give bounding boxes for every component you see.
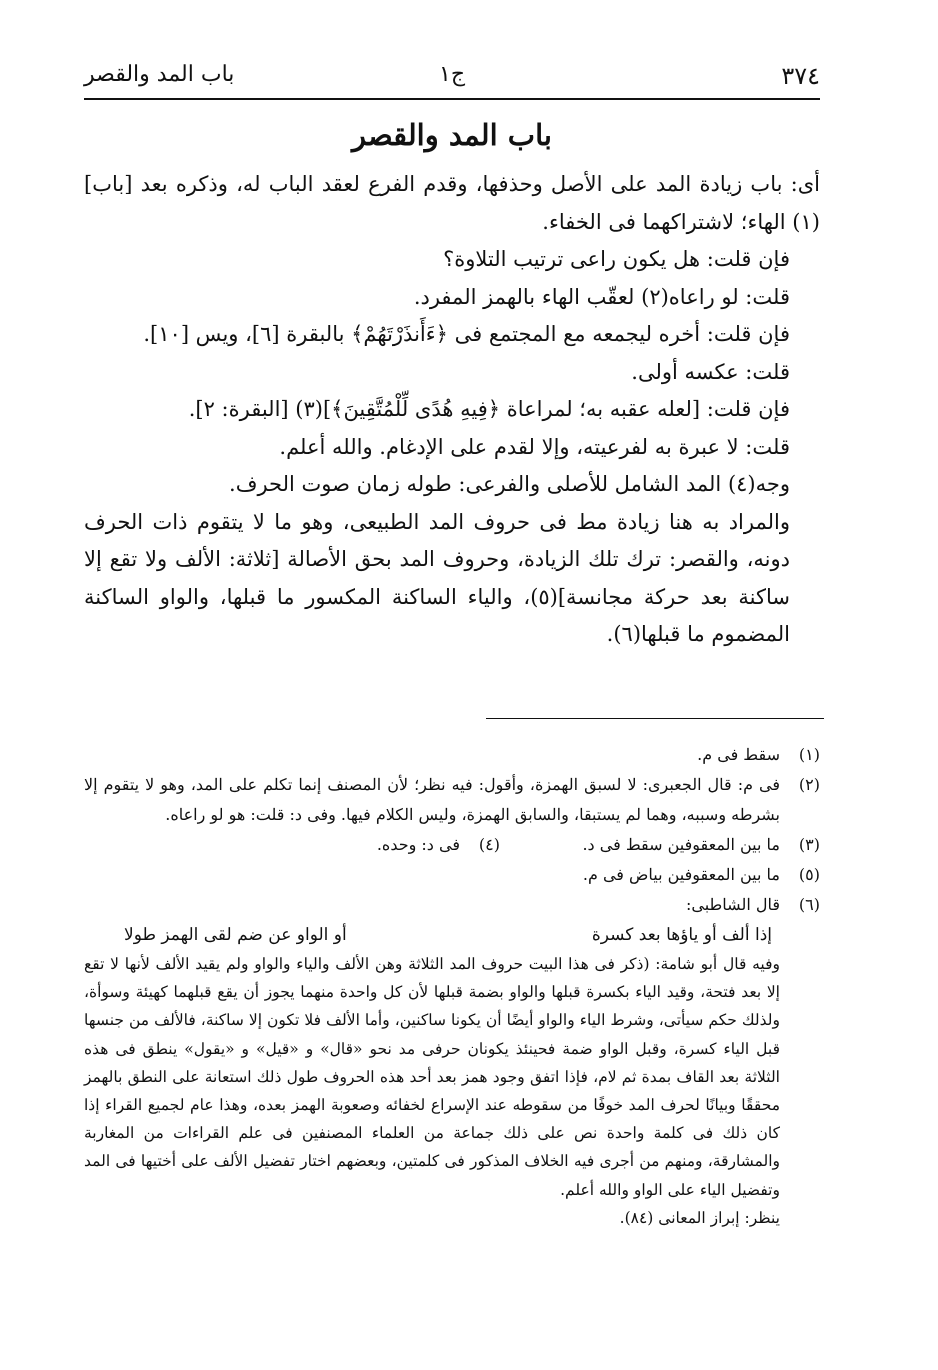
footnote-text: فى د: وحده. (376, 835, 460, 854)
main-text (84, 166, 820, 654)
running-title: باب المد والقصر (84, 62, 235, 87)
footnote-text: ما بين المعقوفين سقط فى د. (582, 835, 780, 854)
paragraph: قلت: عكسه أولى. (631, 359, 790, 384)
footnote-commentary (84, 950, 820, 1232)
footnote-text: قال الشاطبى: (686, 895, 780, 914)
footnote-number: (٤) (478, 835, 500, 854)
footnote-number: (٥) (798, 865, 820, 884)
footnote (84, 740, 820, 770)
paragraph: قلت: لو راعاه(٢) لعقّب الهاء بالهمز المفرد. (413, 284, 790, 309)
paragraph: أى: باب زيادة المد على الأصل وحذفها، وقدم الفرع لعقد الباب له، وذكره بعد [باب](١) الهاء؛ لاشتراكهما فى الخفاء. (84, 172, 820, 234)
paragraph: والمراد به هنا زيادة مط فى حروف المد الطبيعى، وهو ما لا يتقوم ذات الحرف دونه، والقصر: ترك تلك الزيادة، وحروف المد بحق الأصالة [ثلاثة: الألف ولا تقع إلا ساكنة بعد حركة مجانسة](٥)، والياء الساكنة المكسور ما قبلها، والواو الساكنة المضموم ما قبلها(٦). (84, 509, 790, 646)
footnotes (84, 740, 820, 1232)
footnote (84, 770, 820, 830)
paragraph: فإن قلت: أخره ليجمعه مع المجتمع فى ﴿ءَأَنذَرْتَهُمْ﴾ بالبقرة [٦]، ويس [١٠]. (143, 322, 790, 346)
volume-label: ج١ (438, 62, 466, 87)
chapter-title: باب المد والقصر (352, 118, 552, 152)
page-number: ٣٧٤ (781, 62, 820, 90)
paragraph: قلت: لا عبرة به لفرعيته، وإلا لقدم على الإدغام. والله أعلم. (279, 434, 790, 459)
footnote-text: سقط فى م. (697, 745, 780, 764)
footnote-pair (84, 830, 820, 860)
footnote (84, 890, 820, 920)
paragraph: فإن قلت: [لعله عقبه به؛ لمراعاة ﴿فِيهِ هُدًى لِّلْمُتَّقِينَ﴾](٣) [البقرة: ٢]. (188, 397, 790, 421)
footnote-number: (١) (798, 745, 820, 764)
footnote-number: (٢) (798, 775, 820, 794)
commentary-reference: ينظر: إبراز المعانى (٨٤). (619, 1208, 780, 1227)
page-header (84, 58, 820, 100)
footnote-number: (٣) (798, 835, 820, 854)
footnote-number: (٦) (798, 895, 820, 914)
footnote (500, 830, 820, 860)
verse-first-hemistich: إذا ألف أو ياؤها بعد كسرة (591, 925, 772, 945)
paragraph: فإن قلت: هل يكون راعى ترتيب التلاوة؟ (443, 247, 790, 271)
paragraph: وجه(٤) المد الشامل للأصلى والفرعى: طوله زمان صوت الحرف. (229, 472, 790, 496)
commentary-paragraph: وفيه قال أبو شامة: (ذكر فى هذا البيت حروف المد الثلاثة وهن الألف والياء والواو ولم يقيد الألف لأنها لا تقع إلا بعد فتحة، وقيد الياء بكسرة قبلها والواو بضمة قبلها لأن كل واحدة منهما يجوز أن يقع قبلهما كهيئة وسوأة، ولذلك حكم سيأتى، وشرط الياء والواو أيضًا أن يكونا ساكنين، وأما الألف فلا تكون إلا ساكنة، فالألف من جنسها قبل الياء كسرة، وقبل الواو ضمة فحينئذ يكونان حرفى مد نحو «قال» و «قيل» و «يقول» ينطق فى هذه الثلاثة بعد القاف بمدة ثم لام، فإذا اتفق وجود همز بعد أحد هذه الحروف طول ذلك استعانة على النطق بالهمز محققًا وبيانًا لحرف المد خوفًا من سقوطه عند الإسراع لخفائه وصعوبة الهمز بعده، وهذا عام لجميع القراء إذا كان ذلك فى كلمة واحدة نص على ذلك جماعة من العلماء المصنفين فى علم القراءات من المغاربة والمشارقة، ومنهم من أجرى فيه الخلاف المذكور فى كلمتين، وبعضهم اختار تفضيل الألف على أختيها فى المد وتفضيل الياء على الواو والله أعلم. (84, 955, 780, 1199)
verse-second-hemistich: أو الواو عن ضم لقى الهمز طولا (124, 925, 347, 945)
poetry-verse (84, 920, 820, 950)
footnote (377, 830, 500, 860)
footnote-text: فى م: قال الجعبرى: لا لسبق الهمزة، وأقول: فيه نظر؛ لأن المصنف إنما تكلم على المد، وهو لا يتقوم إلا بشرطه وسببه، وهما لم يستبقا، والسابق الهمزة، وليس الكلام فيها. وفى د: قلت: هو لو راعاه. (84, 775, 780, 824)
footnote-separator (486, 718, 824, 719)
footnote-text: ما بين المعقوفين بياض فى م. (582, 865, 780, 884)
footnote (84, 860, 820, 890)
